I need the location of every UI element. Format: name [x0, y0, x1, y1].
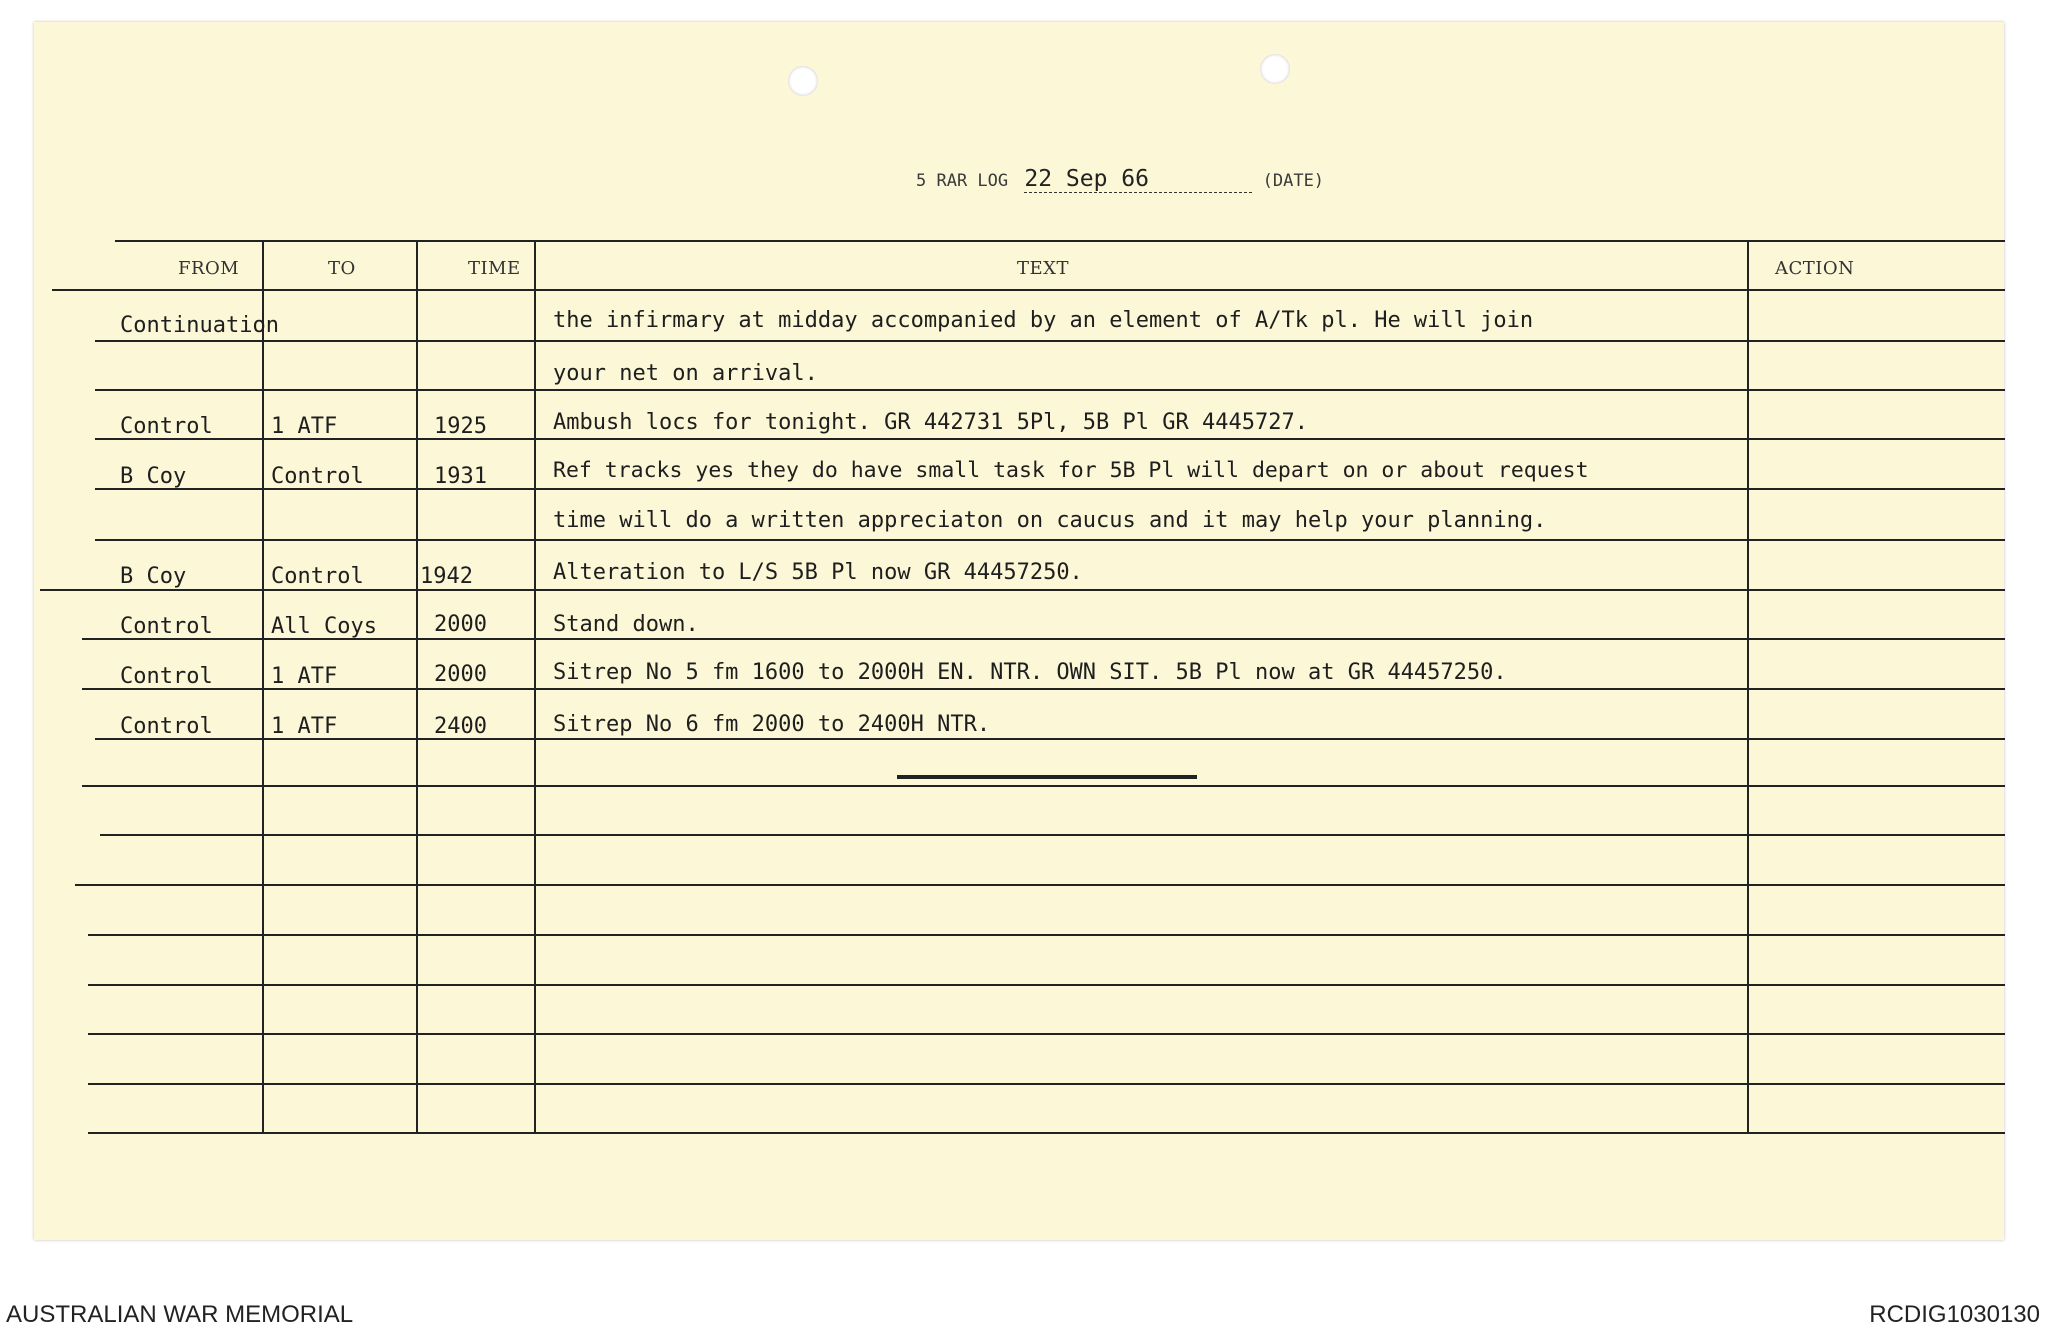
- table-cell-from: Control: [120, 714, 213, 739]
- table-cell-text: Stand down.: [553, 612, 699, 637]
- column-header-action: ACTION: [1775, 258, 1855, 279]
- column-divider: [1747, 242, 1749, 1132]
- log-date-suffix: (DATE): [1262, 171, 1325, 191]
- column-header-to: TO: [328, 258, 356, 279]
- table-cell-time: 2000: [434, 612, 487, 637]
- table-cell-text: time will do a written appreciaton on caucus and it may help your planning.: [553, 508, 1547, 533]
- table-rule: [95, 438, 2005, 440]
- table-rule: [100, 834, 2005, 836]
- column-header-from: FROM: [178, 258, 240, 279]
- table-cell-from: B Coy: [120, 464, 187, 489]
- table-cell-to: All Coys: [271, 614, 377, 639]
- table-rule: [82, 688, 2005, 690]
- table-rule: [115, 240, 2005, 242]
- footer-credit: AUSTRALIAN WAR MEMORIAL: [6, 1301, 354, 1328]
- table-cell-to: Control: [271, 464, 364, 489]
- table-cell-text: Ambush locs for tonight. GR 442731 5Pl, 5B Pl GR 4445727.: [553, 410, 1308, 435]
- table-rule: [95, 389, 2005, 391]
- table-cell-time: 1931: [434, 464, 487, 489]
- table-rule: [88, 1083, 2005, 1085]
- table-cell-text: the infirmary at midday accompanied by an element of A/Tk pl. He will join: [553, 308, 1534, 333]
- table-rule: [88, 1033, 2005, 1035]
- column-header-time: TIME: [468, 258, 521, 279]
- table-rule: [75, 884, 2005, 886]
- column-divider: [416, 242, 418, 1132]
- table-rule: [82, 785, 2005, 787]
- table-cell-text: your net on arrival.: [553, 361, 818, 386]
- table-cell-from: Control: [120, 664, 213, 689]
- punch-hole-left: [788, 66, 818, 96]
- table-cell-to: 1 ATF: [271, 664, 338, 689]
- table-rule: [88, 984, 2005, 986]
- table-cell-time: 1942: [420, 564, 473, 589]
- table-rule: [40, 589, 2005, 591]
- table-cell-time: 2400: [434, 714, 487, 739]
- table-cell-from: Control: [120, 414, 213, 439]
- table-cell-text: Alteration to L/S 5B Pl now GR 44457250.: [553, 560, 1083, 585]
- table-cell-time: 1925: [434, 414, 487, 439]
- column-divider: [262, 242, 264, 1132]
- table-cell-from: B Coy: [120, 564, 187, 589]
- table-rule: [88, 1132, 2005, 1134]
- table-rule: [95, 539, 2005, 541]
- table-cell-from: Continuation: [120, 313, 279, 338]
- table-cell-text: Sitrep No 6 fm 2000 to 2400H NTR.: [553, 712, 991, 737]
- table-rule: [52, 289, 2005, 291]
- end-of-entries-rule: [897, 775, 1197, 779]
- table-rule: [95, 340, 2005, 342]
- table-cell-text: Sitrep No 5 fm 1600 to 2000H EN. NTR. OWN SIT. 5B Pl now at GR 44457250.: [553, 660, 1507, 685]
- table-rule: [95, 738, 2005, 740]
- table-cell-to: 1 ATF: [271, 714, 338, 739]
- column-header-text: TEXT: [1017, 258, 1069, 279]
- table-cell-to: 1 ATF: [271, 414, 338, 439]
- footer-record-id: RCDIG1030130: [1869, 1301, 2040, 1328]
- log-title-prefix: 5 RAR LOG: [916, 171, 1009, 191]
- table-cell-from: Control: [120, 614, 213, 639]
- table-cell-text: Ref tracks yes they do have small task for 5B Pl will depart on or about request: [553, 458, 1589, 483]
- column-divider: [534, 242, 536, 1132]
- table-cell-to: Control: [271, 564, 364, 589]
- table-rule: [88, 934, 2005, 936]
- log-date: 22 Sep 66: [1024, 166, 1252, 193]
- table-rule: [95, 488, 2005, 490]
- punch-hole-right: [1260, 54, 1290, 84]
- log-title: [916, 166, 1324, 193]
- table-cell-time: 2000: [434, 662, 487, 687]
